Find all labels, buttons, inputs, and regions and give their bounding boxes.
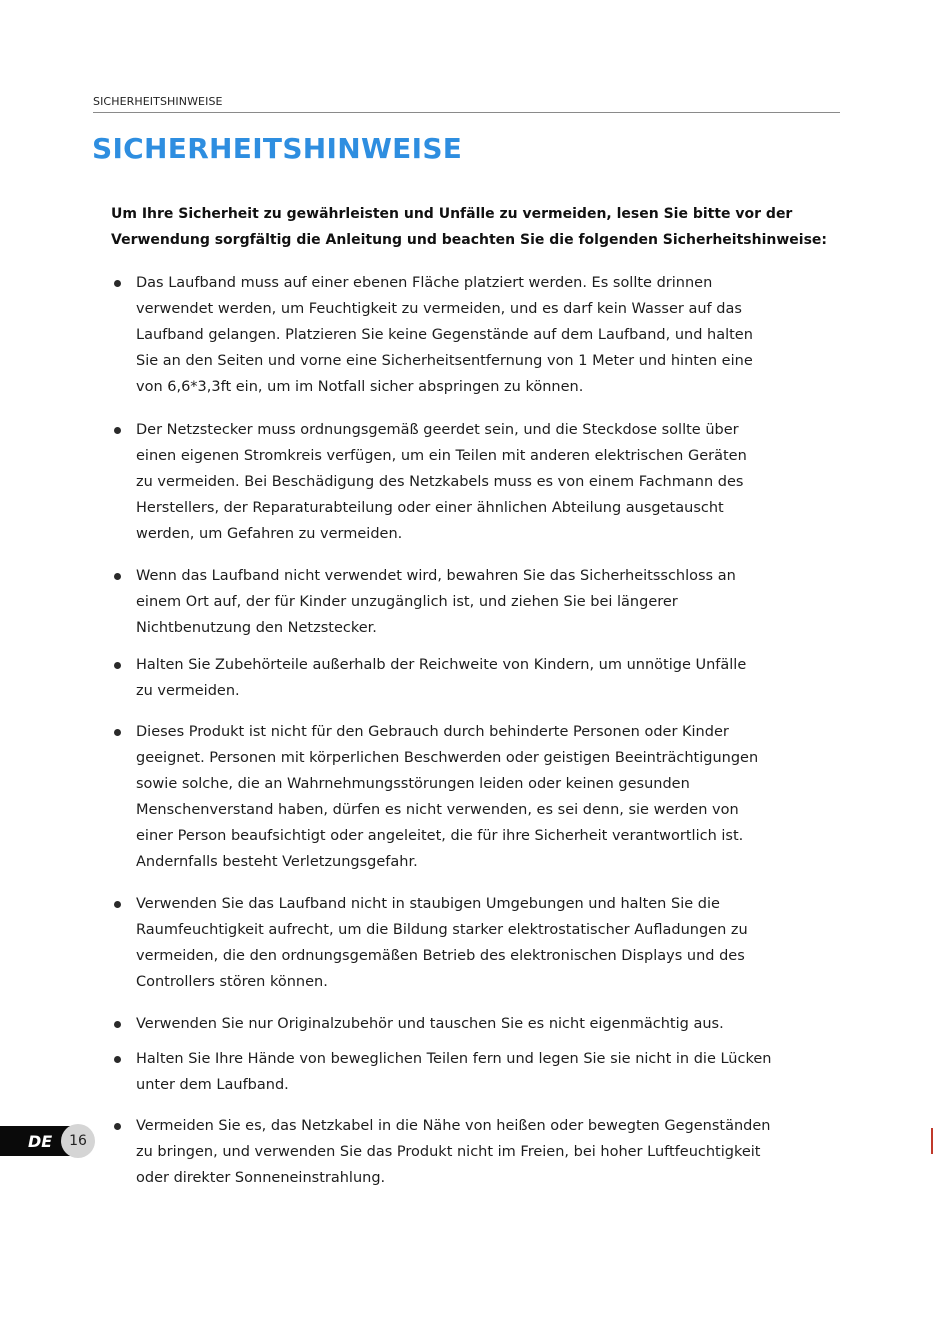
intro-line: Um Ihre Sicherheit zu gewährleisten und Unfälle zu vermeiden, lesen Sie bitte vor der <box>111 206 793 222</box>
bullet-icon <box>114 729 121 736</box>
bullet-line: zu vermeiden. <box>136 683 240 699</box>
bullet-line: oder direkter Sonneneinstrahlung. <box>136 1170 386 1186</box>
bullet-line: unter dem Laufband. <box>136 1077 289 1093</box>
bullet-line: einer Person beaufsichtigt oder angeleitet, die für ihre Sicherheit verantwortlich ist. <box>136 828 744 844</box>
intro-line: Verwendung sorgfältig die Anleitung und beachten Sie die folgenden Sicherheitshinweise: <box>111 232 828 248</box>
bullet-line: Halten Sie Ihre Hände von beweglichen Teilen fern und legen Sie sie nicht in die Lücken <box>136 1051 772 1067</box>
language-label: DE <box>28 1132 53 1151</box>
bullet-line: zu bringen, und verwenden Sie das Produkt nicht im Freien, bei hoher Luftfeuchtigkeit <box>136 1144 761 1160</box>
bullet-item <box>111 1011 851 1037</box>
bullet-line: Nichtbenutzung den Netzstecker. <box>136 620 377 636</box>
running-header: SICHERHEITSHINWEISE <box>93 95 223 108</box>
intro-paragraph <box>111 201 851 253</box>
bullet-icon <box>114 427 121 434</box>
bullet-line: Laufband gelangen. Platzieren Sie keine Gegenstände auf dem Laufband, und halten <box>136 327 753 343</box>
bullet-item <box>111 563 851 641</box>
bullet-line: Menschenverstand haben, dürfen es nicht verwenden, es sei denn, sie werden von <box>136 802 739 818</box>
bullet-line: sowie solche, die an Wahrnehmungsstörungen leiden oder keinen gesunden <box>136 776 690 792</box>
header-rule <box>93 112 840 113</box>
bullet-icon <box>114 1021 121 1028</box>
page-number-badge <box>61 1124 95 1158</box>
bullet-line: Dieses Produkt ist nicht für den Gebrauch durch behinderte Personen oder Kinder <box>136 724 729 740</box>
bullet-line: Der Netzstecker muss ordnungsgemäß geerdet sein, und die Steckdose sollte über <box>136 422 739 438</box>
bullet-item <box>111 417 851 547</box>
bullet-item <box>111 1113 851 1191</box>
bullet-line: Verwenden Sie das Laufband nicht in staubigen Umgebungen und halten Sie die <box>136 896 720 912</box>
bullet-line: einem Ort auf, der für Kinder unzugänglich ist, und ziehen Sie bei längerer <box>136 594 678 610</box>
page-number: 16 <box>69 1133 87 1149</box>
bullet-line: Andernfalls besteht Verletzungsgefahr. <box>136 854 418 870</box>
bullet-icon <box>114 901 121 908</box>
bullet-line: verwendet werden, um Feuchtigkeit zu vermeiden, und es darf kein Wasser auf das <box>136 301 742 317</box>
bullet-line: Verwenden Sie nur Originalzubehör und tauschen Sie es nicht eigenmächtig aus. <box>136 1016 724 1032</box>
bullet-icon <box>114 573 121 580</box>
bullet-line: Halten Sie Zubehörteile außerhalb der Reichweite von Kindern, um unnötige Unfälle <box>136 657 747 673</box>
bullet-line: Das Laufband muss auf einer ebenen Fläche platziert werden. Es sollte drinnen <box>136 275 713 291</box>
bullet-line: Controllers stören können. <box>136 974 328 990</box>
bullet-item <box>111 719 851 875</box>
bullet-line: geeignet. Personen mit körperlichen Beschwerden oder geistigen Beeinträchtigungen <box>136 750 759 766</box>
bullet-item <box>111 270 851 400</box>
bullet-line: Raumfeuchtigkeit aufrecht, um die Bildung starker elektrostatischer Aufladungen zu <box>136 922 748 938</box>
bullet-item <box>111 652 851 704</box>
edge-mark <box>931 1128 933 1154</box>
bullet-icon <box>114 662 121 669</box>
bullet-line: einen eigenen Stromkreis verfügen, um ein Teilen mit anderen elektrischen Geräten <box>136 448 747 464</box>
bullet-line: Wenn das Laufband nicht verwendet wird, bewahren Sie das Sicherheitsschloss an <box>136 568 736 584</box>
bullet-line: Vermeiden Sie es, das Netzkabel in die Nähe von heißen oder bewegten Gegenständen <box>136 1118 771 1134</box>
bullet-line: Sie an den Seiten und vorne eine Sicherheitsentfernung von 1 Meter und hinten eine <box>136 353 753 369</box>
bullet-item <box>111 1046 851 1098</box>
bullet-line: zu vermeiden. Bei Beschädigung des Netzkabels muss es von einem Fachmann des <box>136 474 744 490</box>
bullet-line: Herstellers, der Reparaturabteilung oder einer ähnlichen Abteilung ausgetauscht <box>136 500 724 516</box>
bullet-item <box>111 891 851 995</box>
bullet-line: von 6,6*3,3ft ein, um im Notfall sicher abspringen zu können. <box>136 379 584 395</box>
bullet-icon <box>114 1123 121 1130</box>
bullet-icon <box>114 280 121 287</box>
bullet-line: vermeiden, die den ordnungsgemäßen Betrieb des elektronischen Displays und des <box>136 948 745 964</box>
bullet-line: werden, um Gefahren zu vermeiden. <box>136 526 403 542</box>
page-title: SICHERHEITSHINWEISE <box>92 132 463 165</box>
bullet-icon <box>114 1056 121 1063</box>
